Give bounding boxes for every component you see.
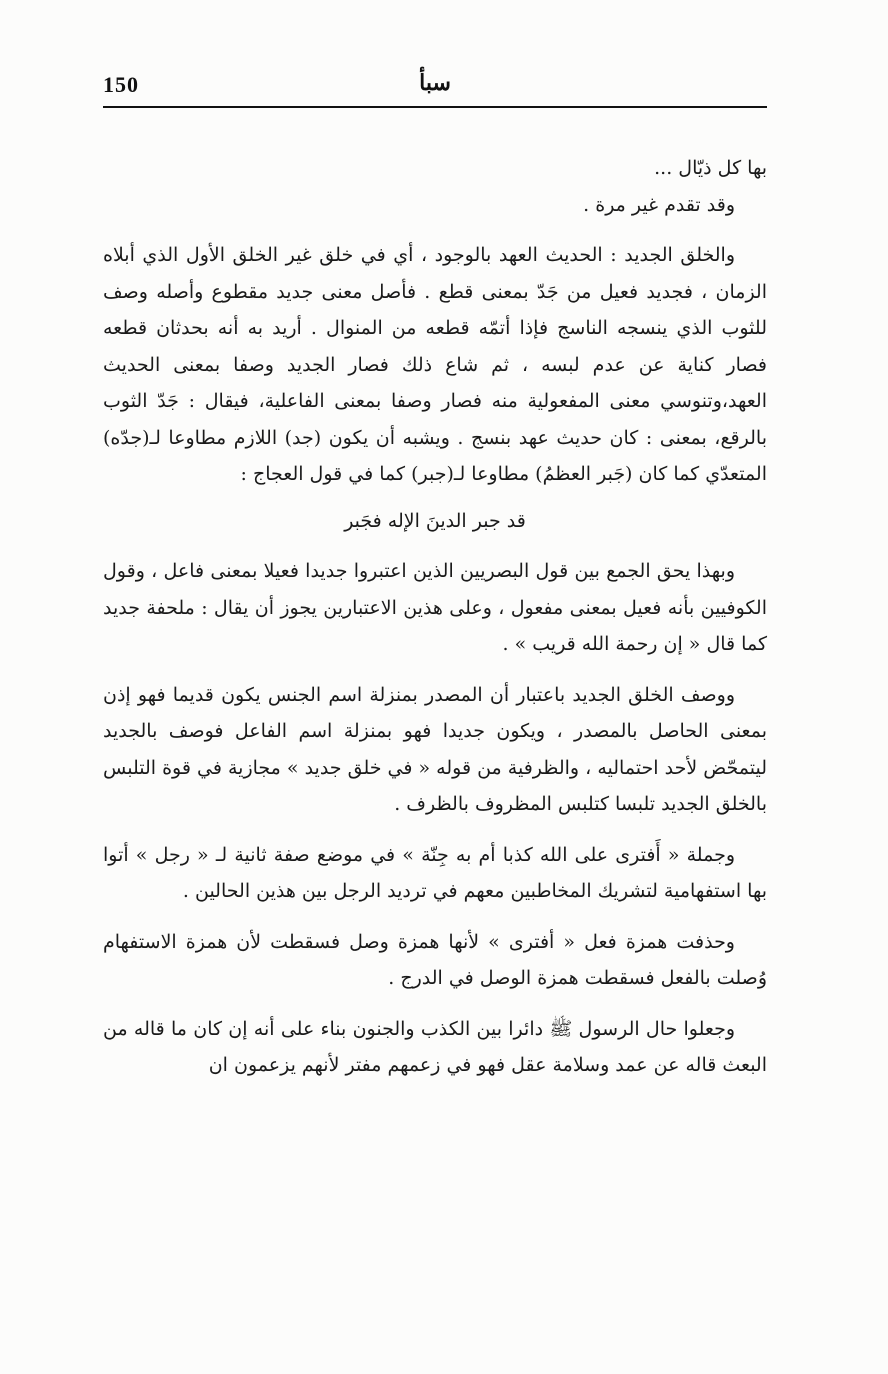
verse-fragment: بها كل ذيّال ...	[654, 157, 767, 179]
body-text	[103, 150, 767, 1084]
paragraph: وجملة « أَفترى على الله كذبا أم به جِنّة » في موضع صفة ثانية لـ « رجل » أتوا بها استفهامية لتشريك المخاطبين معهم في ترديد الرجل بين هذين الحالين .	[103, 843, 767, 902]
paragraph: والخلق الجديد : الحديث العهد بالوجود ، أي في خلق غير الخلق الأول الذي أبلاه الزمان ، فجديد فعيل من جَدّ بمعنى قطع . فأصل معنى جديد مقطوع وأصله وصف للثوب الذي ينسجه الناسج فإذا أتمّه قطعه من المنوال . أريد به أنه بحدثان قطعه فصار كناية عن عدم لبسه ، ثم شاع ذلك فصار الجديد وصفا بمعنى الحديث العهد،وتنوسي معنى المفعولية منه فصار وصفا بمعنى الفاعلية، فيقال : جَدّ الثوب بالرقع، بمعنى : كان حديث عهد بنسج . ويشبه أن يكون (جد) اللازم مطاوعا لـ(جدّه) المتعدّي كما كان (جَبر العظمُ) مطاوعا لـ(جبر) كما في قول العجاج :	[103, 244, 767, 485]
running-title: سبأ	[419, 70, 451, 96]
page-number: 150	[103, 72, 139, 97]
verse-quote: قد جبر الدينَ الإله فجَبر	[344, 509, 526, 532]
page-header	[103, 62, 767, 106]
paragraph: وحذفت همزة فعل « أفترى » لأنها همزة وصل فسقطت لأن همزة الاستفهام وُصلت بالفعل فسقطت همزة الوصل في الدرج .	[103, 930, 767, 989]
paragraph: وجعلوا حال الرسول ﷺ دائرا بين الكذب والجنون بناء على أنه إن كان ما قاله من البعث قاله عن عمد وسلامة عقل فهو في زعمهم مفتر لأنهم يزعمون ان	[103, 1017, 767, 1076]
paragraph: وبهذا يحق الجمع بين قول البصريين الذين اعتبروا جديدا فعيلا بمعنى فاعل ، وقول الكوفيين بأنه فعيل بمعنى مفعول ، وعلى هذين الاعتبارين يجوز أن يقال : ملحفة جديد كما قال « إن رحمة الله قريب » .	[103, 560, 767, 655]
paragraph: وقد تقدم غير مرة .	[583, 193, 735, 216]
paragraph: ووصف الخلق الجديد باعتبار أن المصدر بمنزلة اسم الجنس يكون قديما فهو إذن بمعنى الحاصل بالمصدر ، ويكون جديدا فهو بمنزلة اسم الفاعل فوصف بالجديد ليتمحّض لأحد احتماليه ، والظرفية من قوله « في خلق جديد » مجازية في قوة التلبس بالخلق الجديد تلبسا كتلبس المظروف بالظرف .	[103, 683, 767, 815]
header-rule	[103, 106, 767, 108]
